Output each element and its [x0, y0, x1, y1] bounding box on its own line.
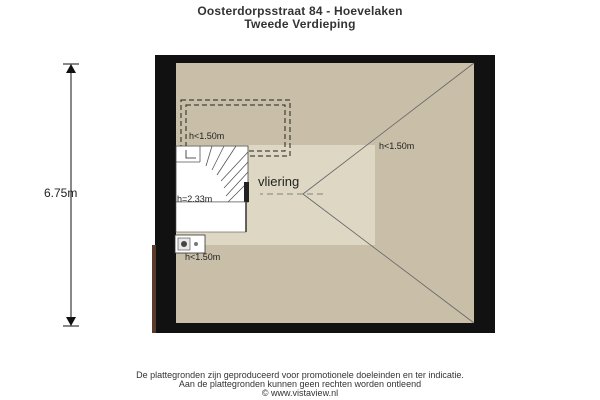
dimension-arrow-top — [66, 64, 76, 73]
plan-subtitle: Tweede Verdieping — [244, 17, 356, 31]
plan-title: Oosterdorpsstraat 84 - Hoevelaken — [197, 4, 403, 18]
height-label: h<1.50m — [185, 252, 221, 262]
staircase — [176, 146, 249, 232]
dimension-label: 6.75m — [44, 186, 78, 200]
wall-stub — [152, 245, 156, 333]
height-label: h<1.50m — [189, 131, 225, 141]
dimension-arrow-bottom — [66, 317, 76, 326]
room-label-vliering: vliering — [258, 174, 300, 189]
height-label: h=2.33m — [177, 194, 213, 204]
copyright-line: © www.vistaview.nl — [261, 388, 339, 398]
disclaimer-line: Aan de plattegronden kunnen geen rechten worden ontleend — [178, 379, 422, 389]
stair-handrail — [244, 182, 249, 202]
height-label: h<1.50m — [379, 141, 415, 151]
boiler-icon — [175, 235, 205, 253]
disclaimer-line: De plattegronden zijn geproduceerd voor promotionele doeleinden en ter indicatie. — [136, 370, 464, 380]
